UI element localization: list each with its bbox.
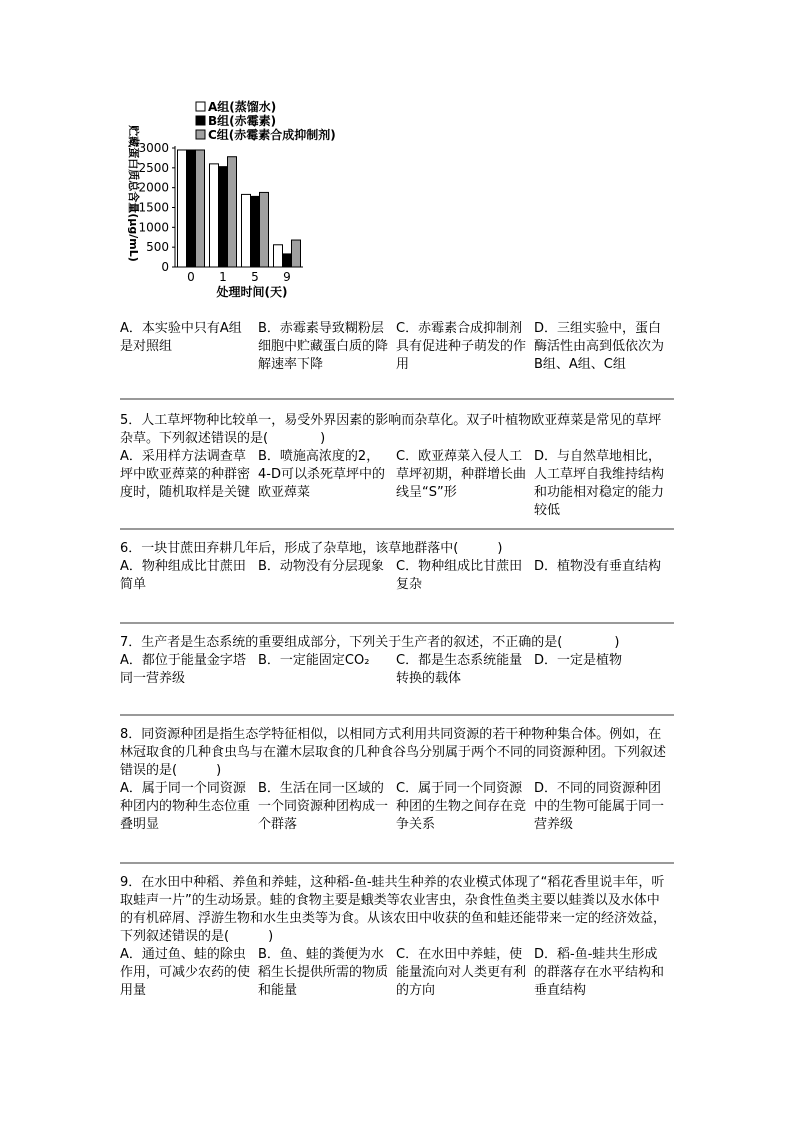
y-tick-label-3: 1500 bbox=[138, 200, 169, 215]
bar-5-series-0 bbox=[242, 194, 251, 267]
q8-option-a[interactable]: A．属于同一个同资源种团内的物种生态位重叠明显 bbox=[120, 781, 251, 832]
y-tick-label-2: 1000 bbox=[138, 220, 169, 235]
q7-option-a[interactable]: A．都位于能量金字塔同一营养级 bbox=[120, 653, 246, 686]
x-tick-label-1: 1 bbox=[219, 270, 227, 284]
x-axis-label: 处理时间(天) bbox=[216, 285, 288, 299]
q9-option-c[interactable]: C．在水田中养蛙，使能量流向对人类更有利的方向 bbox=[396, 947, 527, 998]
question-5-options bbox=[120, 448, 672, 520]
q6-option-a[interactable]: A．物种组成比甘蔗田简单 bbox=[120, 559, 246, 592]
q9-option-b[interactable]: B．鱼、蛙的粪便为水稻生长提供所需的物质和能量 bbox=[258, 947, 389, 998]
question-9-options bbox=[120, 946, 672, 1000]
q4-option-b[interactable]: B．赤霉素导致糊粉层细胞中贮藏蛋白质的降解速率下降 bbox=[258, 321, 389, 372]
q5-option-a[interactable]: A．采用样方法调查草坪中欧亚蔊菜的种群密度时，随机取样是关键 bbox=[120, 449, 251, 500]
y-tick-label-0: 0 bbox=[161, 260, 169, 274]
q9-option-a[interactable]: A．通过鱼、蛙的除虫作用，可减少农药的使用量 bbox=[120, 947, 251, 998]
bar-5-series-2 bbox=[260, 192, 269, 267]
bar-9-series-2 bbox=[292, 240, 301, 267]
q5-option-c[interactable]: C．欧亚蔊菜入侵人工草坪初期，种群增长曲线呈“S”形 bbox=[396, 449, 527, 500]
question-8-stem: 8．同资源种团是指生态学特征相似，以相同方式利用共同资源的若干种物种集合体。例如，在林冠取食的几种食虫鸟与在灌木层取食的几种食谷鸟分别属于两个不同的同资源种团。下列叙述错误的是( ) bbox=[120, 727, 667, 778]
question-8-options bbox=[120, 780, 672, 834]
legend-swatch-1 bbox=[196, 116, 205, 125]
legend-label-1: B组(赤霉素) bbox=[208, 114, 277, 128]
bar-0-series-1 bbox=[187, 150, 196, 267]
q8-option-c[interactable]: C．属于同一个同资源种团的生物之间存在竞争关系 bbox=[396, 781, 527, 832]
q6-option-c[interactable]: C．物种组成比甘蔗田复杂 bbox=[396, 559, 523, 592]
q6-option-b[interactable]: B．动物没有分层现象 bbox=[258, 559, 384, 574]
question-9-stem: 9．在水田中种稻、养鱼和养蛙，这种稻-鱼-蛙共生种养的农业模式体现了“稻花香里说丰年，听取蛙声一片”的生动场景。蛙的食物主要是蛾类等农业害虫，杂食性鱼类主要以蛙粪以及水体中的有机碎屑、浮游生物和水生虫类等为食。从该农田中收获的鱼和蛙还能带来一定的经济效益，下列叙述错误的是( ) bbox=[120, 875, 667, 944]
bar-5-series-1 bbox=[251, 196, 260, 267]
question-7 bbox=[120, 634, 672, 688]
chart-legend bbox=[196, 99, 336, 142]
bar-1-series-1 bbox=[219, 167, 228, 267]
x-tick-label-9: 9 bbox=[283, 270, 291, 284]
bar-0-series-2 bbox=[196, 150, 205, 267]
bar-1-series-0 bbox=[210, 164, 219, 267]
bar-0-series-0 bbox=[178, 150, 187, 267]
question-9 bbox=[120, 874, 672, 1000]
y-tick-label-5: 2500 bbox=[138, 160, 169, 175]
y-axis-ticks bbox=[138, 141, 175, 274]
x-tick-label-5: 5 bbox=[251, 270, 259, 284]
question-7-options bbox=[120, 652, 672, 688]
divider bbox=[120, 714, 674, 716]
legend-label-2: C组(赤霉素合成抑制剂) bbox=[208, 128, 336, 142]
question-4-options bbox=[120, 320, 672, 374]
q7-option-b[interactable]: B．一定能固定CO₂ bbox=[258, 653, 370, 668]
x-tick-label-0: 0 bbox=[187, 270, 195, 284]
q5-option-b[interactable]: B．喷施高浓度的2，4-D可以杀死草坪中的欧亚蔊菜 bbox=[258, 449, 385, 500]
storage-protein-bar-chart bbox=[118, 92, 368, 302]
bar-9-series-1 bbox=[283, 254, 292, 267]
q7-option-d[interactable]: D．一定是植物 bbox=[534, 653, 623, 668]
bar-series bbox=[178, 150, 301, 267]
question-6-stem: 6．一块甘蔗田弃耕几年后，形成了杂草地，该草地群落中( ) bbox=[120, 541, 503, 556]
divider bbox=[120, 862, 674, 864]
q8-option-d[interactable]: D．不同的同资源种团中的生物可能属于同一营养级 bbox=[534, 781, 665, 832]
q7-option-c[interactable]: C．都是生态系统能量转换的载体 bbox=[396, 653, 523, 686]
q9-option-d[interactable]: D．稻-鱼-蛙共生形成的群落存在水平结构和垂直结构 bbox=[534, 947, 665, 998]
y-tick-label-4: 2000 bbox=[138, 180, 169, 195]
q5-option-d[interactable]: D．与自然草地相比，人工草坪自我维持结构和功能相对稳定的能力较低 bbox=[534, 449, 665, 518]
y-axis-label-text: 贮藏蛋白质总含量(μg/mL) bbox=[127, 125, 140, 262]
q4-option-c[interactable]: C．赤霉素合成抑制剂具有促进种子萌发的作用 bbox=[396, 321, 527, 372]
question-7-stem: 7．生产者是生态系统的重要组成部分，下列关于生产者的叙述，不正确的是( ) bbox=[120, 635, 620, 650]
q8-option-b[interactable]: B．生活在同一区域的一个同资源种团构成一个群落 bbox=[258, 781, 389, 832]
question-4 bbox=[120, 320, 672, 374]
bar-1-series-2 bbox=[228, 157, 237, 267]
question-8 bbox=[120, 726, 672, 834]
divider bbox=[120, 528, 674, 530]
q4-option-a[interactable]: A．本实验中只有A组是对照组 bbox=[120, 321, 242, 354]
legend-swatch-2 bbox=[196, 130, 205, 139]
legend-swatch-0 bbox=[196, 102, 205, 111]
divider bbox=[120, 398, 674, 400]
bar-9-series-0 bbox=[274, 245, 283, 267]
y-tick-label-6: 3000 bbox=[138, 141, 169, 155]
y-tick-label-1: 500 bbox=[146, 240, 169, 255]
question-6 bbox=[120, 540, 672, 594]
q6-option-d[interactable]: D．植物没有垂直结构 bbox=[534, 559, 662, 574]
question-5-stem: 5．人工草坪物种比较单一，易受外界因素的影响而杂草化。双子叶植物欧亚蔊菜是常见的草坪杂草。下列叙述错误的是( ) bbox=[120, 413, 662, 446]
q4-option-d[interactable]: D．三组实验中，蛋白酶活性由高到低依次为B组、A组、C组 bbox=[534, 321, 665, 372]
legend-label-0: A组(蒸馏水) bbox=[208, 100, 277, 114]
x-axis-ticks bbox=[187, 270, 291, 284]
divider bbox=[120, 622, 674, 624]
question-5 bbox=[120, 412, 672, 520]
question-6-options bbox=[120, 558, 672, 594]
